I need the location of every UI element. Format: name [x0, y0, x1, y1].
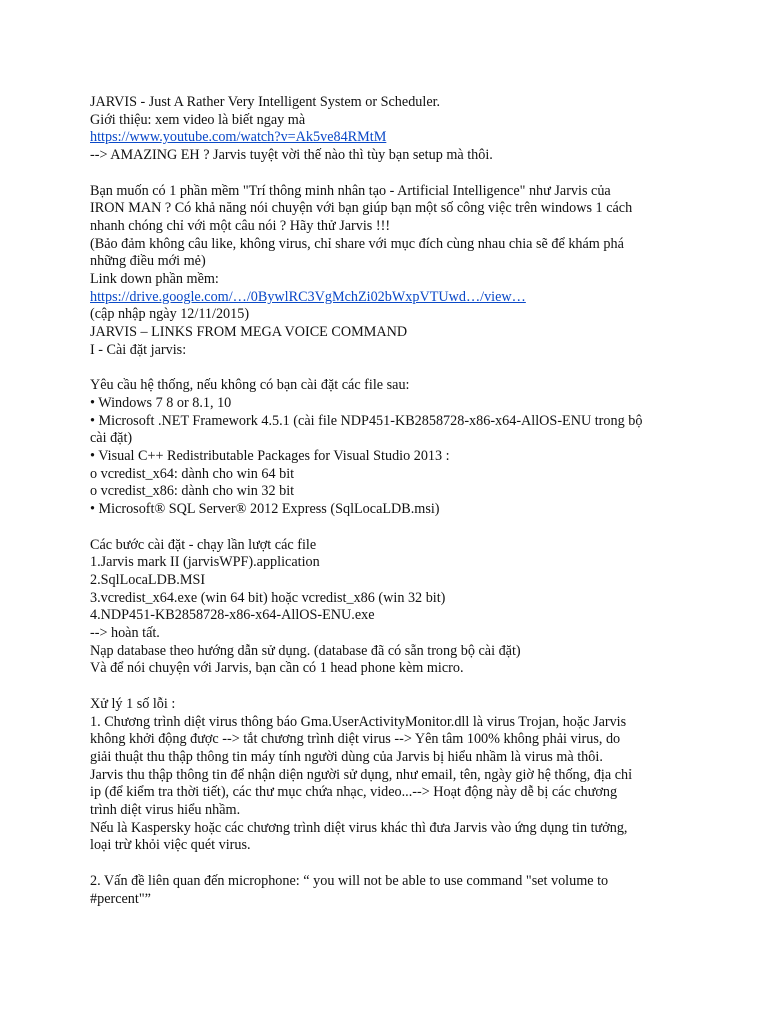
requirement-item: • Visual C++ Redistributable Packages for Visual Studio 2013 : — [90, 448, 450, 465]
troubleshoot-line: không khởi động được --> tắt chương trình diệt virus --> Yên tâm 100% không phải virus, do — [90, 731, 621, 748]
requirement-subitem: o vcredist_x64: dành cho win 64 bit — [90, 465, 295, 482]
blank-line — [90, 519, 690, 537]
document-title: JARVIS - Just A Rather Very Intelligent System or Scheduler. — [90, 94, 441, 110]
install-heading: I - Cài đặt jarvis: — [90, 341, 187, 358]
troubleshoot-line: giải thuật thu thập thông tin máy tính người dùng của Jarvis bị hiểu nhầm là virus mà thôi. — [90, 748, 603, 765]
blank-line — [90, 165, 690, 183]
install-done: --> hoàn tất. — [90, 625, 160, 642]
database-note: Nạp database theo hướng dẫn sử dụng. (database đã có sẵn trong bộ cài đặt) — [90, 642, 521, 659]
troubleshoot-line: ip (để kiểm tra thời tiết), các thư mục chứa nhạc, video...--> Hoạt động này dễ bị các chương — [90, 784, 618, 801]
install-steps-heading: Các bước cài đặt - chạy lần lượt các file — [90, 536, 317, 553]
paragraph-line: (Bảo đảm không câu like, không virus, chỉ share với mục đích cùng nhau chia sẽ để khám phá — [90, 235, 624, 252]
requirements-intro: Yêu cầu hệ thống, nếu không có bạn cài đặt các file sau: — [90, 377, 410, 394]
update-date: (cập nhập ngày 12/11/2015) — [90, 306, 250, 323]
troubleshoot-line: Nếu là Kaspersky hoặc các chương trình diệt virus khác thì đưa Jarvis vào ứng dụng tin tưởng, — [90, 819, 628, 836]
requirement-item: • Microsoft .NET Framework 4.5.1 (cài file NDP451-KB2858728-x86-x64-AllOS-ENU trong bộ — [90, 412, 643, 429]
blank-line — [90, 678, 690, 696]
troubleshoot-line: loại trừ khỏi việc quét virus. — [90, 837, 251, 854]
paragraph-line: những điều mới mẻ) — [90, 253, 206, 270]
paragraph-line: nhanh chóng chỉ với một câu nói ? Hãy thử Jarvis !!! — [90, 217, 391, 234]
blank-line — [90, 360, 690, 378]
install-step: 3.vcredist_x64.exe (win 64 bit) hoặc vcredist_x86 (win 32 bit) — [90, 589, 446, 606]
paragraph-line: IRON MAN ? Có khả năng nói chuyện với bạn giúp bạn một số công việc trên windows 1 cách — [90, 200, 633, 217]
install-step: 4.NDP451-KB2858728-x86-x64-AllOS-ENU.exe — [90, 607, 375, 624]
troubleshoot-line: Jarvis thu thập thông tin để nhận diện người sử dụng, như email, tên, ngày giờ hệ thống, địa chỉ — [90, 766, 633, 783]
paragraph-line: Bạn muốn có 1 phần mềm "Trí thông minh nhân tạo - Artificial Intelligence" như Jarvis của — [90, 182, 611, 199]
youtube-link[interactable]: https://www.youtube.com/watch?v=Ak5ve84RMtM — [90, 129, 387, 146]
requirement-subitem: o vcredist_x86: dành cho win 32 bit — [90, 483, 295, 500]
intro-line: Giới thiệu: xem video là biết ngay mà — [90, 111, 306, 128]
install-step: 2.SqlLocaLDB.MSI — [90, 571, 206, 588]
troubleshoot-line: trình diệt virus hiểu nhầm. — [90, 802, 241, 819]
troubleshoot-line: 1. Chương trình diệt virus thông báo Gma.UserActivityMonitor.dll là virus Trojan, hoặc Jarvis — [90, 713, 627, 730]
requirement-item: cài đặt) — [90, 430, 133, 447]
requirement-item: • Windows 7 8 or 8.1, 10 — [90, 394, 232, 411]
download-label: Link down phần mềm: — [90, 271, 219, 288]
mega-links-heading: JARVIS – LINKS FROM MEGA VOICE COMMAND — [90, 324, 408, 341]
amazing-line: --> AMAZING EH ? Jarvis tuyệt vời thế nào thì tùy bạn setup mà thôi. — [90, 147, 493, 164]
microphone-issue: #percent"” — [90, 890, 151, 907]
install-step: 1.Jarvis mark II (jarvisWPF).application — [90, 554, 320, 571]
requirement-item: • Microsoft® SQL Server® 2012 Express (SqlLocaLDB.msi) — [90, 501, 440, 518]
headphone-note: Và để nói chuyện với Jarvis, bạn cần có 1 head phone kèm micro. — [90, 660, 464, 677]
troubleshoot-heading: Xử lý 1 số lỗi : — [90, 695, 176, 712]
microphone-issue: 2. Vấn đề liên quan đến microphone: “ you will not be able to use command "set volume to — [90, 872, 609, 889]
document-page — [90, 94, 690, 908]
drive-link[interactable]: https://drive.google.com/…/0BywlRC3VgMchZi02bWxpVTUwd…/view… — [90, 288, 526, 305]
blank-line — [90, 855, 690, 873]
